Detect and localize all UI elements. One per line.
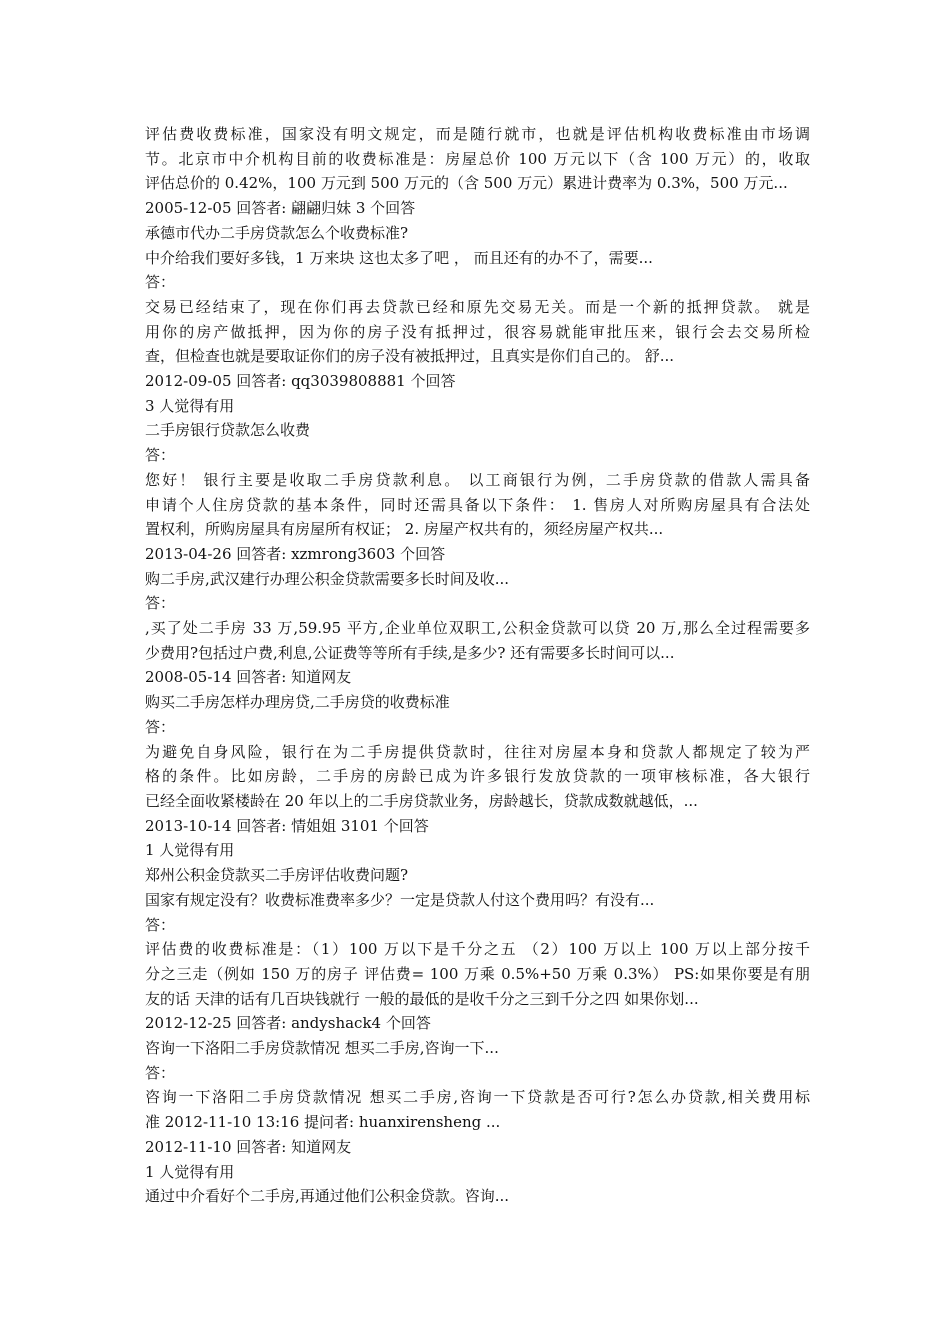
question-title[interactable]: 咨询一下洛阳二手房贷款情况 想买二手房,咨询一下... bbox=[145, 1039, 499, 1058]
text-line: 置权利，所购房屋具有房屋所有权证； 2. 房屋产权共有的，须经房屋产权共... bbox=[145, 520, 664, 539]
useful-count: 3 人觉得有用 bbox=[145, 396, 235, 415]
question-title[interactable]: 通过中介看好个二手房,再通过他们公积金贷款。咨询... bbox=[145, 1187, 510, 1206]
text-line: 友的话 天津的话有几百块钱就行 一般的最低的是收千分之三到千分之四 如果你划... bbox=[145, 989, 699, 1008]
question-title[interactable]: 郑州公积金贷款买二手房评估收费问题? bbox=[145, 866, 409, 885]
answer-label: 答： bbox=[145, 915, 176, 934]
question-title[interactable]: 购买二手房怎样办理房贷,二手房贷的收费标准 bbox=[145, 693, 450, 712]
answer-label: 答： bbox=[145, 446, 176, 465]
text-line: 用你的房产做抵押，因为你的房子没有抵押过，很容易就能审批压来，银行会去交易所检 bbox=[145, 322, 810, 341]
answer-label: 答： bbox=[145, 717, 176, 736]
text-line: 查，但检查也就是要取证你们的房子没有被抵押过，且真实是你们自己的。 舒... bbox=[145, 347, 675, 366]
text-line: 咨询一下洛阳二手房贷款情况 想买二手房,咨询一下贷款是否可行?怎么办贷款,相关费用标 bbox=[145, 1088, 810, 1107]
question-desc: 国家有规定没有？收费标准费率多少？一定是贷款人付这个费用吗？有没有... bbox=[145, 890, 655, 909]
text-line: 少费用?包括过户费,利息,公证费等等所有手续,是多少? 还有需要多长时间可以... bbox=[145, 643, 675, 662]
text-line: 评估总价的 0.42%，100 万元到 500 万元的（含 500 万元）累进计费率为 0.3%，500 万元... bbox=[145, 174, 788, 193]
text-line: 为避免自身风险，银行在为二手房提供贷款时，往往对房屋本身和贷款人都规定了较为严 bbox=[145, 742, 810, 761]
text-line: 分之三走（例如 150 万的房子 评估费= 100 万乘 0.5%+50 万乘 0.3%） PS:如果你要是有朋 bbox=[145, 964, 810, 983]
answer-meta: 2005-12-05 回答者: 翩翩归妹 3 个回答 bbox=[145, 199, 416, 218]
document-body bbox=[145, 122, 810, 1209]
text-line: 已经全面收紧楼龄在 20 年以上的二手房贷款业务，房龄越长，贷款成数就越低，... bbox=[145, 791, 698, 810]
answer-label: 答： bbox=[145, 1063, 176, 1082]
text-line: ,买了处二手房 33 万,59.95 平方,企业单位双职工,公积金贷款可以贷 20 万,那么全过程需要多 bbox=[145, 619, 810, 638]
question-desc: 中介给我们要好多钱，1 万来块 这也太多了吧 ， 而且还有的办不了，需要... bbox=[145, 248, 653, 267]
text-line: 格的条件。比如房龄，二手房的房龄已成为许多银行发放贷款的一项审核标准，各大银行 bbox=[145, 767, 810, 786]
answer-meta: 2012-12-25 回答者: andyshack4 个回答 bbox=[145, 1014, 431, 1033]
answer-label: 答： bbox=[145, 594, 176, 613]
text-line: 交易已经结束了，现在你们再去贷款已经和原先交易无关。而是一个新的抵押贷款。 就是 bbox=[145, 297, 810, 316]
answer-meta: 2013-10-14 回答者: 情姐姐 3101 个回答 bbox=[145, 816, 429, 835]
answer-meta: 2012-09-05 回答者: qq3039808881 个回答 bbox=[145, 372, 456, 391]
text-line: 申请个人住房贷款的基本条件，同时还需具备以下条件： 1. 售房人对所购房屋具有合法处 bbox=[145, 495, 810, 514]
question-title[interactable]: 承德市代办二手房贷款怎么个收费标准? bbox=[145, 223, 409, 242]
answer-meta: 2012-11-10 回答者: 知道网友 bbox=[145, 1137, 352, 1156]
text-line: 评估费收费标准，国家没有明文规定，而是随行就市，也就是评估机构收费标准由市场调 bbox=[145, 125, 810, 143]
question-title[interactable]: 二手房银行贷款怎么收费 bbox=[145, 421, 311, 440]
answer-meta: 2013-04-26 回答者: xzmrong3603 个回答 bbox=[145, 544, 446, 563]
answer-meta: 2008-05-14 回答者: 知道网友 bbox=[145, 668, 352, 687]
text-line: 节。北京市中介机构目前的收费标准是：房屋总价 100 万元以下（含 100 万元）的，收取 bbox=[145, 149, 810, 168]
question-title[interactable]: 购二手房,武汉建行办理公积金贷款需要多长时间及收... bbox=[145, 569, 510, 588]
text-line: 您好！ 银行主要是收取二手房贷款利息。 以工商银行为例，二手房贷款的借款人需具备 bbox=[145, 470, 810, 489]
text-line: 评估费的收费标准是：（1）100 万以下是千分之五 （2）100 万以上 100 万以上部分按千 bbox=[145, 940, 810, 959]
useful-count: 1 人觉得有用 bbox=[145, 1162, 235, 1181]
answer-label: 答： bbox=[145, 273, 176, 292]
text-line: 准 2012-11-10 13:16 提问者: huanxirensheng ... bbox=[145, 1113, 501, 1132]
useful-count: 1 人觉得有用 bbox=[145, 841, 235, 860]
